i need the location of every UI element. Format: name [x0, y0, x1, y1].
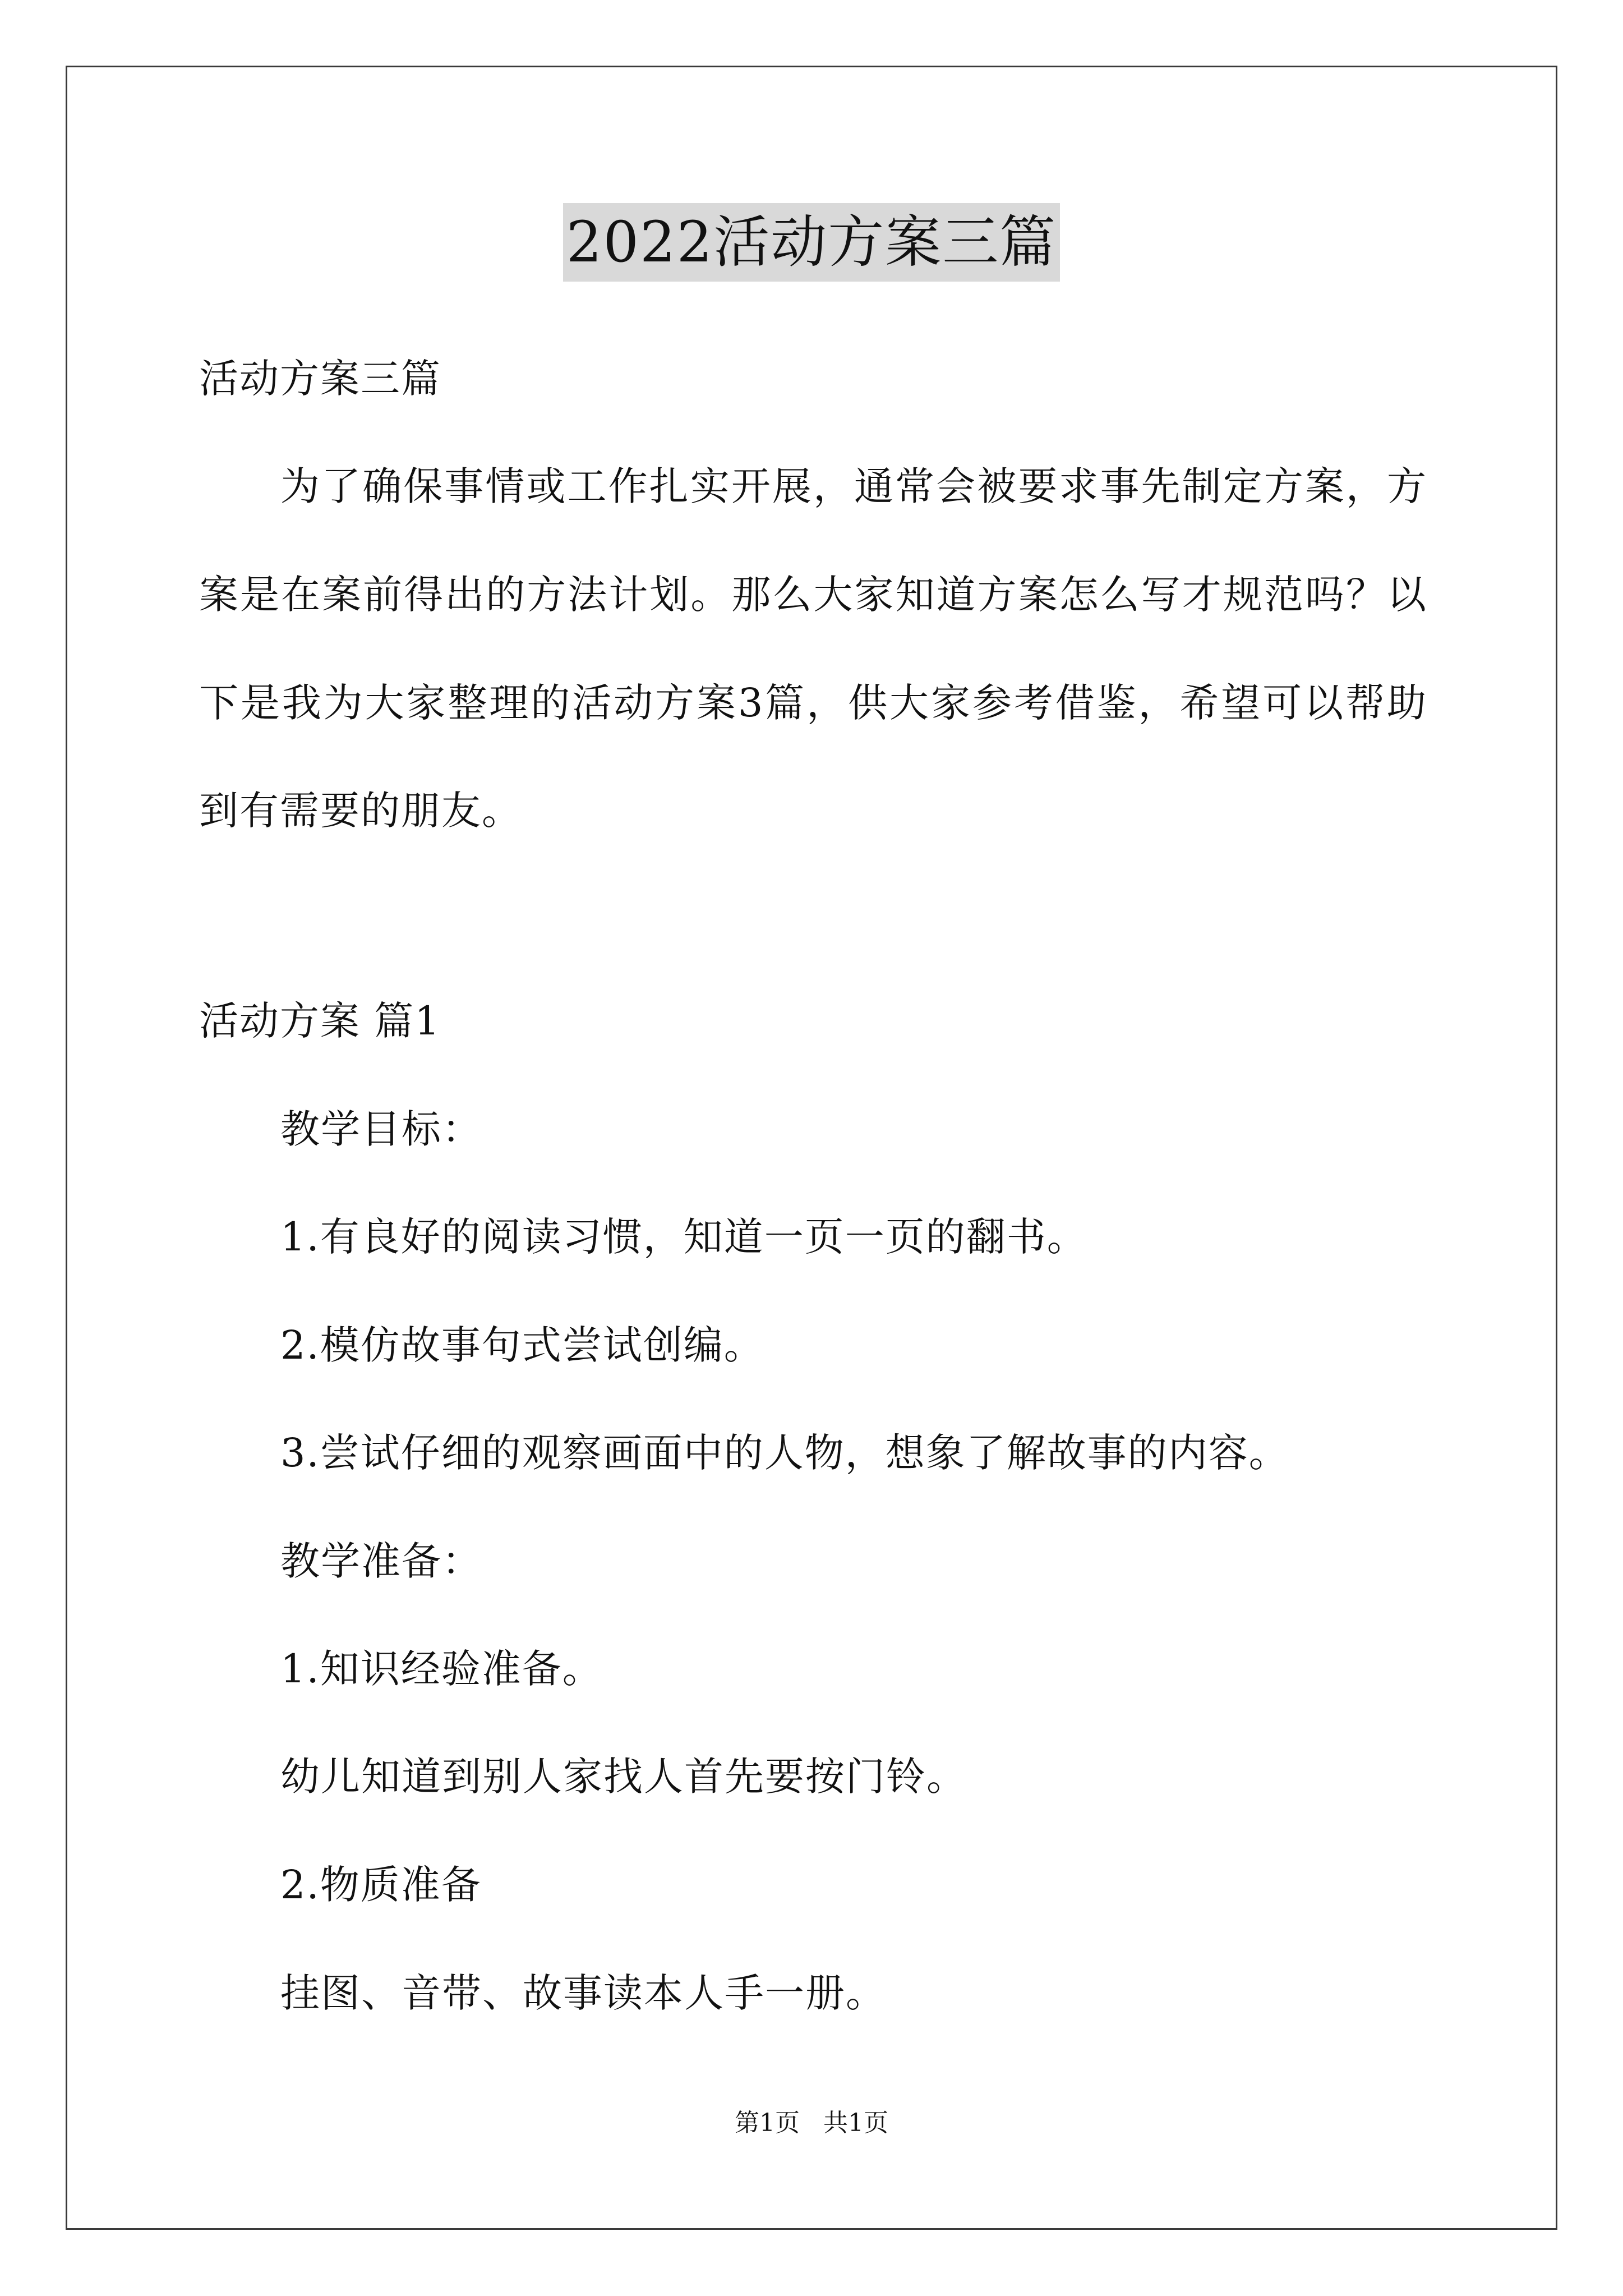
title-container	[0, 203, 1623, 282]
page-footer	[0, 2106, 1623, 2140]
subtitle: 活动方案三篇	[199, 356, 441, 402]
section-line: 挂图、音带、故事读本人手一册。	[280, 1970, 886, 2016]
section-line: 教学目标：	[280, 1106, 482, 1152]
intro-line-2: 案是在案前得出的方法计划。那么大家知道方案怎么写才规范吗？以	[199, 572, 1427, 618]
section-line: 2.物质准备	[280, 1862, 482, 1908]
intro-line-3: 下是我为大家整理的活动方案3篇，供大家参考借鉴，希望可以帮助	[199, 680, 1427, 726]
section-line: 教学准备：	[280, 1538, 482, 1584]
section-line: 幼儿知道到别人家找人首先要按门铃。	[280, 1754, 967, 1800]
section-heading: 活动方案 篇1	[199, 998, 441, 1044]
page-total: 共1页	[823, 2109, 888, 2137]
section-line: 2.模仿故事句式尝试创编。	[280, 1322, 764, 1368]
page-number: 第1页	[735, 2109, 800, 2137]
document-title: 2022活动方案三篇	[563, 203, 1061, 282]
section-line: 1.有良好的阅读习惯，知道一页一页的翻书。	[280, 1214, 1087, 1260]
section-line: 3.尝试仔细的观察画面中的人物，想象了解故事的内容。	[280, 1430, 1289, 1476]
intro-line-1: 为了确保事情或工作扎实开展，通常会被要求事先制定方案，方	[280, 463, 1427, 509]
intro-line-4: 到有需要的朋友。	[199, 788, 522, 834]
section-line: 1.知识经验准备。	[280, 1646, 603, 1692]
